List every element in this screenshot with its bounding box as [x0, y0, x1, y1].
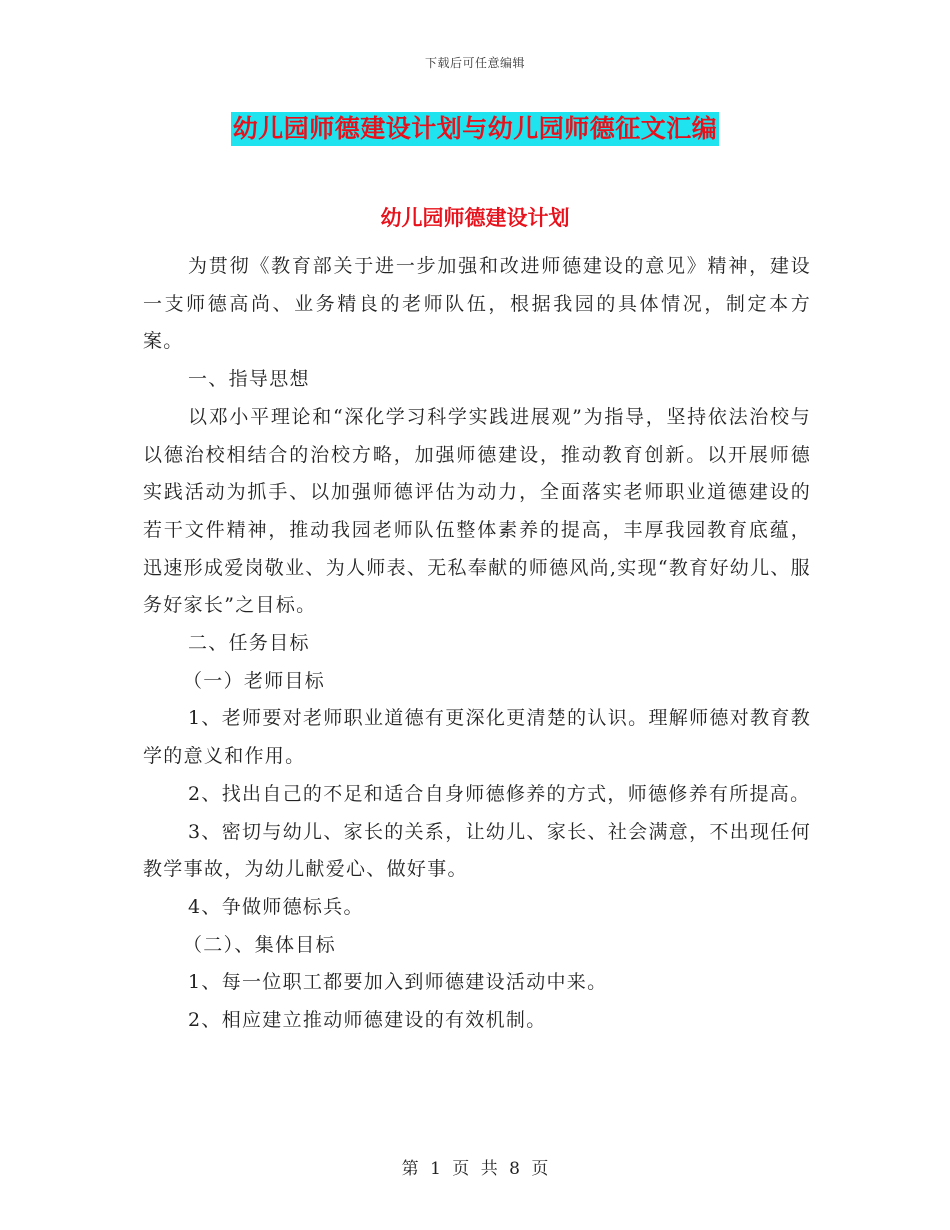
teacher-goal-item-4: 4、争做师德标兵。 [188, 895, 364, 918]
teacher-goal-item-2: 2、找出自己的不足和适合自身师德修养的方式，师德修养有所提高。 [188, 782, 811, 805]
collective-goal-item-1: 1、每一位职工都要加入到师德建设活动中来。 [188, 971, 608, 994]
section-title: 幼儿园师德建设计划 [380, 206, 570, 230]
document-body [143, 248, 811, 1040]
subheading-collective-goals: （二）、集体目标 [183, 933, 336, 956]
main-title-container [0, 112, 950, 146]
main-title: 幼儿园师德建设计划与幼儿园师德征文汇编 [231, 112, 720, 146]
page-footer: 第 1 页 共 8 页 [401, 1159, 549, 1179]
heading-task-goals: 二、任务目标 [188, 632, 310, 655]
collective-goal-item-2: 2、相应建立推动师德建设的有效机制。 [188, 1009, 547, 1032]
teacher-goal-item-3: 3、密切与幼儿、家长的关系，让幼儿、家长、社会满意，不出现任何教学事故，为幼儿献爱心、做好事。 [143, 820, 811, 881]
teacher-goal-item-1: 1、老师要对老师职业道德有更深化更清楚的认识。理解师德对教育教学的意义和作用。 [143, 707, 811, 768]
header-note: 下载后可任意编辑 [424, 56, 525, 70]
guiding-ideology-paragraph: 以邓小平理论和“深化学习科学实践进展观”为指导，坚持依法治校与以德治校相结合的治校方略，加强师德建设，推动教育创新。以开展师德实践活动为抓手、以加强师德评估为动力，全面落实老师职业道德建设的若干文件精神，推动我园老师队伍整体素养的提高，丰厚我园教育底蕴，迅速形成爱岗敬业、为人师表、无私奉献的师德风尚,实现“教育好幼儿、服务好家长”之目标。 [143, 405, 811, 617]
subheading-teacher-goals: （一）老师目标 [183, 669, 326, 692]
intro-paragraph: 为贯彻《教育部关于进一步加强和改进师德建设的意见》精神，建设一支师德高尚、业务精良的老师队伍，根据我园的具体情况，制定本方案。 [143, 255, 811, 353]
heading-guiding-ideology: 一、指导思想 [188, 368, 310, 391]
